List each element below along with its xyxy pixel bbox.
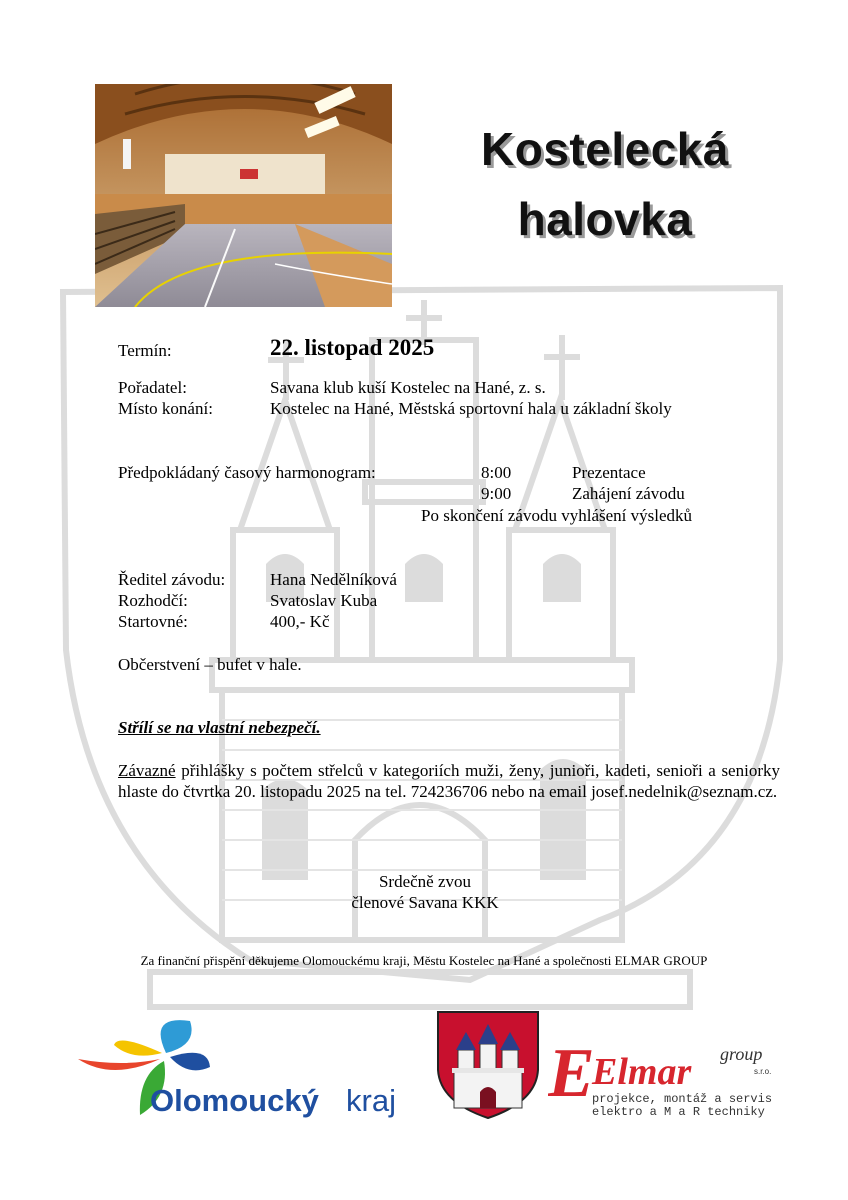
elmar-group: group xyxy=(720,1044,763,1064)
organizer-label: Pořadatel: xyxy=(118,378,187,397)
fee-label: Startovné: xyxy=(118,612,188,631)
olomoucky-kraj-logo xyxy=(78,1015,423,1120)
schedule-event: Prezentace xyxy=(572,463,646,482)
application-paragraph xyxy=(118,760,780,802)
schedule-time: 8:00 xyxy=(481,463,512,482)
event-title-line1: Kostelecká xyxy=(481,123,729,175)
event-title-line2: halovka xyxy=(517,193,693,245)
elmar-tagline-2: elektro a M a R techniky xyxy=(592,1105,765,1119)
refreshments-note: Občerstvení – bufet v hale. xyxy=(118,655,302,674)
sports-hall-photo xyxy=(95,84,392,307)
elmar-name: Elmar xyxy=(592,1051,692,1093)
application-text: přihlášky s počtem střelců v kategoriích muži, ženy, junioři, kadeti, senioři a seniorky hlaste do čtvrtka 20. listopadu 2025 na tel. 724236706 nebo na email josef.nedelnik@seznam.cz. xyxy=(118,761,780,801)
schedule-time: 9:00 xyxy=(481,484,512,503)
elmar-group-logo xyxy=(548,1030,780,1120)
schedule-label: Předpokládaný časový harmonogram: xyxy=(118,463,376,482)
schedule-event: Zahájení závodu xyxy=(572,484,685,503)
invite-line1: Srdečně zvou xyxy=(378,872,472,891)
referee-value: Svatoslav Kuba xyxy=(270,591,378,610)
venue-label: Místo konání: xyxy=(118,399,213,418)
director-label: Ředitel závodu: xyxy=(118,570,226,589)
application-lead: Závazné xyxy=(118,761,176,780)
referee-label: Rozhodčí: xyxy=(118,591,188,610)
director-value: Hana Nedělníková xyxy=(270,570,397,589)
date-label: Termín: xyxy=(118,341,172,360)
schedule-after: Po skončení závodu vyhlášení výsledků xyxy=(421,506,693,525)
venue-value: Kostelec na Hané, Městská sportovní hala u základní školy xyxy=(270,399,672,418)
hazard-note: Střílí se na vlastní nebezpečí. xyxy=(118,718,321,737)
kostelec-crest xyxy=(436,1010,540,1120)
date-value: 22. listopad 2025 xyxy=(270,335,435,360)
elmar-sro: s.r.o. xyxy=(754,1067,772,1076)
organizer-value: Savana klub kuší Kostelec na Hané, z. s. xyxy=(270,378,546,397)
elmar-tagline-1: projekce, montáž a servis xyxy=(592,1092,773,1106)
kraj-word: kraj xyxy=(346,1083,396,1118)
invite-line2: členové Savana KKK xyxy=(351,893,499,912)
olomoucky-word: Olomoucký xyxy=(150,1083,319,1118)
elmar-e: E xyxy=(548,1035,595,1112)
sponsor-thanks: Za finanční přispění děkujeme Olomouckému kraji, Městu Kostelec na Hané a společnosti ELMAR GROUP xyxy=(140,953,708,968)
fee-value: 400,- Kč xyxy=(270,612,330,631)
